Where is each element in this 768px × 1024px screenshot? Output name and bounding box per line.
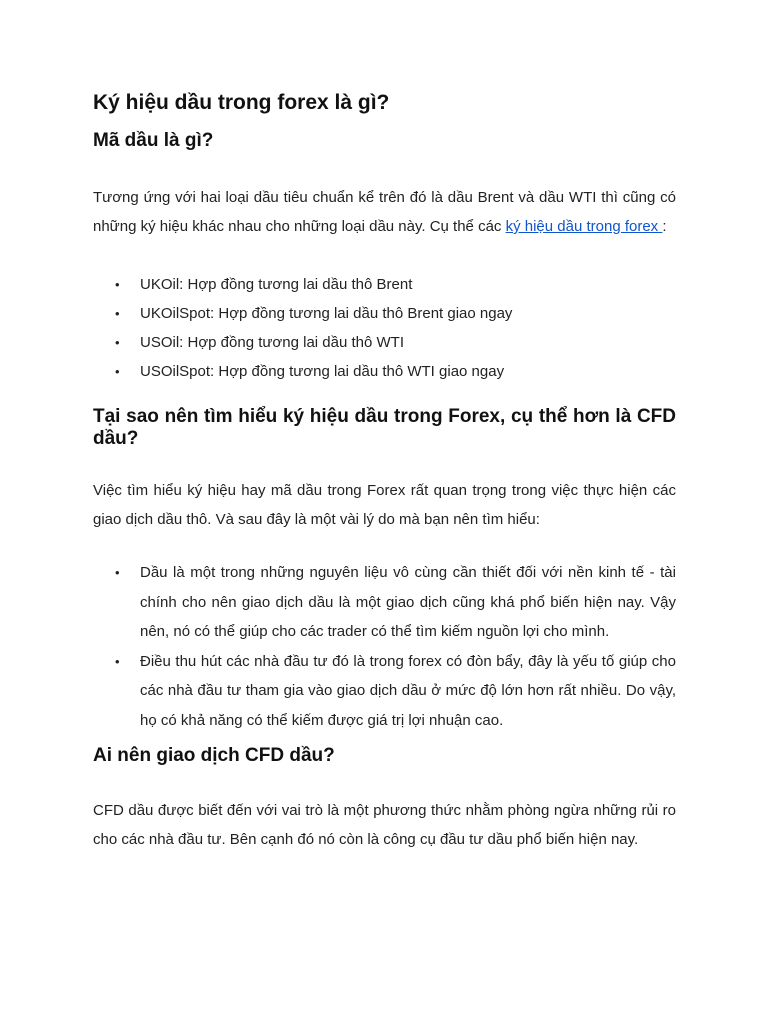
section-heading-why-learn: Tại sao nên tìm hiểu ký hiệu dầu trong Forex, cụ thể hơn là CFD dầu?: [93, 406, 676, 449]
section-heading-ma-dau: Mã dầu là gì?: [93, 130, 214, 151]
section-heading-who-should-trade: Ai nên giao dịch CFD dầu?: [93, 745, 335, 766]
list-item: • UKOilSpot: Hợp đồng tương lai dầu thô Brent giao ngay: [93, 299, 676, 328]
section-paragraph-who-should-trade: CFD dầu được biết đến với vai trò là một phương thức nhằm phòng ngừa những rủi ro cho các nhà đầu tư. Bên cạnh đó nó còn là công cụ đầu tư dầu phổ biến hiện nay.: [93, 802, 676, 848]
list-item: • Dầu là một trong những nguyên liệu vô cùng cần thiết đối với nền kinh tế - tài chính cho nên giao dịch dầu là một giao dịch cũng khá phổ biến hiện nay. Vậy nên, nó có thể giúp cho các trader có thể tìm kiếm nguồn lợi cho mình.: [93, 558, 676, 647]
oil-symbol-list: [93, 270, 676, 386]
section-paragraph-ma-dau: [93, 183, 676, 241]
paragraph-text: Tương ứng với hai loại dầu tiêu chuẩn kể trên đó là dầu Brent và dầu WTI thì cũng có những ký hiệu khác nhau cho những loại dầu này. Cụ thể các: [93, 189, 676, 235]
document-page: [93, 88, 676, 854]
paragraph-tail: :: [662, 218, 667, 235]
page-title: Ký hiệu dầu trong forex là gì?: [93, 91, 390, 114]
list-item: • UKOil: Hợp đồng tương lai dầu thô Brent: [93, 270, 676, 299]
reasons-list: [93, 558, 676, 735]
section-paragraph-why-learn: Việc tìm hiểu ký hiệu hay mã dầu trong Forex rất quan trọng trong việc thực hiện các giao dịch dầu thô. Và sau đây là một vài lý do mà bạn nên tìm hiểu:: [93, 482, 676, 528]
list-item: • USOil: Hợp đồng tương lai dầu thô WTI: [93, 328, 676, 357]
list-item: • USOilSpot: Hợp đồng tương lai dầu thô WTI giao ngay: [93, 357, 676, 386]
list-item: • Điều thu hút các nhà đầu tư đó là trong forex có đòn bẩy, đây là yếu tố giúp cho các nhà đầu tư tham gia vào giao dịch dầu ở mức độ lớn hơn rất nhiều. Do vậy, họ có khả năng có thể kiếm được giá trị lợi nhuận cao.: [93, 647, 676, 736]
oil-symbol-link[interactable]: ký hiệu dầu trong forex: [505, 218, 663, 235]
